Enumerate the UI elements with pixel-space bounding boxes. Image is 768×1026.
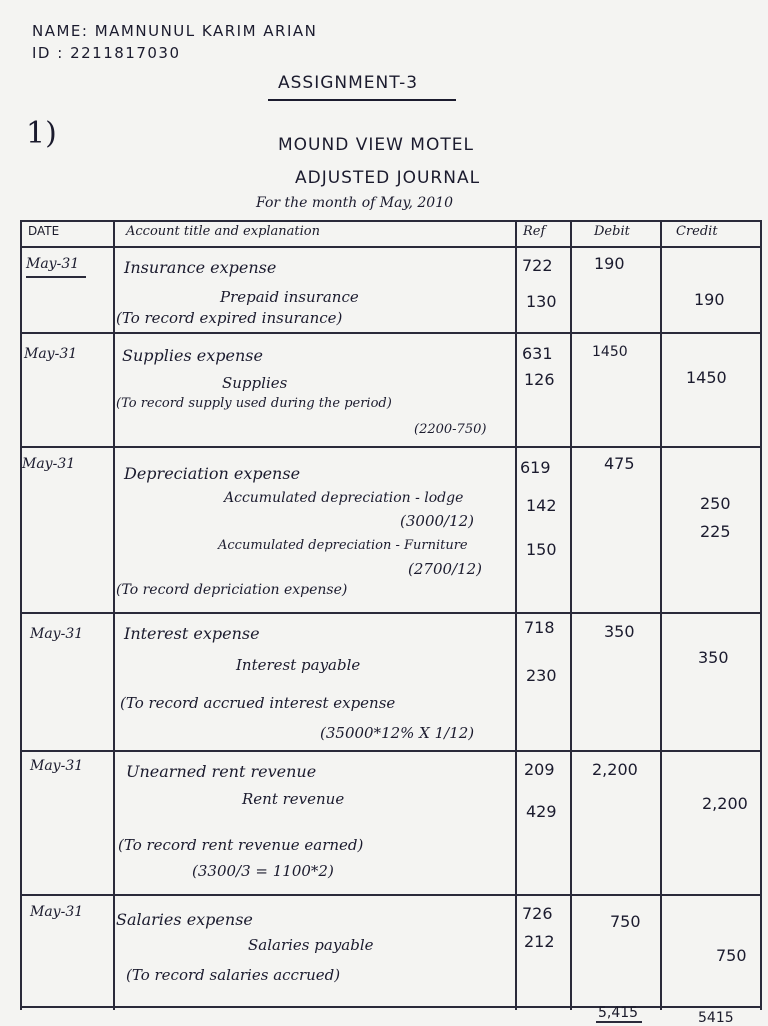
- total-debit: 5,415: [598, 1005, 639, 1021]
- credit-account: Accumulated depreciation - lodge: [224, 490, 464, 506]
- entry-date: May-31: [22, 456, 76, 472]
- credit-amount: 1450: [686, 368, 727, 387]
- header-rule: [20, 246, 762, 248]
- debit-account: Unearned rent revenue: [126, 762, 317, 781]
- entry-explanation: (To record depriciation expense): [116, 582, 348, 598]
- debit-amount: 350: [604, 622, 635, 641]
- entry-explanation: (To record accrued interest expense: [120, 694, 396, 712]
- debit-amount: 1450: [592, 344, 628, 360]
- assignment-underline: [268, 99, 456, 101]
- col-rule: [660, 220, 662, 1010]
- entry-calculation: (2200-750): [414, 422, 487, 437]
- credit-amount: 350: [698, 648, 729, 667]
- debit-ref: 631: [522, 344, 553, 363]
- assignment-title: ASSIGNMENT-3: [278, 73, 419, 93]
- entry-date: May-31: [26, 256, 80, 272]
- debit-ref: 722: [522, 256, 553, 275]
- entry-explanation: (To record supply used during the period): [116, 396, 392, 411]
- debit-amount: 750: [610, 912, 641, 931]
- entry-calculation: (3300/3 = 1100*2): [192, 862, 334, 880]
- entry-explanation: (To record expired insurance): [116, 309, 343, 327]
- col-rule: [570, 220, 572, 1010]
- entry-calculation: (35000*12% X 1/12): [320, 724, 475, 742]
- row-rule: [20, 332, 762, 334]
- debit-amount: 2,200: [592, 760, 638, 779]
- credit-ref: 130: [526, 292, 557, 311]
- credit-ref: 429: [526, 802, 557, 821]
- entry-date: May-31: [30, 626, 84, 642]
- debit-account: Interest expense: [124, 624, 260, 643]
- total-credit: 5415: [698, 1010, 734, 1026]
- credit-ref: 126: [524, 370, 555, 389]
- entry-calculation-2: (2700/12): [408, 560, 483, 578]
- credit-account-2: Accumulated depreciation - Furniture: [218, 538, 468, 553]
- credit-amount-2: 225: [700, 522, 731, 541]
- row-rule: [20, 750, 762, 752]
- credit-account: Rent revenue: [242, 790, 345, 808]
- total-underline: [596, 1021, 642, 1023]
- debit-amount: 475: [604, 454, 635, 473]
- question-number: 1): [26, 116, 57, 151]
- header-ref: Ref: [523, 224, 546, 239]
- entry-date: May-31: [30, 758, 84, 774]
- credit-ref: 142: [526, 496, 557, 515]
- debit-account: Insurance expense: [124, 258, 277, 277]
- debit-ref: 718: [524, 618, 555, 637]
- credit-amount: 190: [694, 290, 725, 309]
- credit-ref: 230: [526, 666, 557, 685]
- entry-date: May-31: [30, 904, 84, 920]
- debit-ref: 209: [524, 760, 555, 779]
- entry-explanation: (To record rent revenue earned): [118, 836, 364, 854]
- credit-account: Supplies: [222, 374, 288, 392]
- row-rule: [20, 446, 762, 448]
- credit-account: Interest payable: [236, 656, 361, 674]
- header-debit: Debit: [594, 224, 630, 239]
- credit-amount: 750: [716, 946, 747, 965]
- header-credit: Credit: [676, 224, 718, 239]
- debit-ref: 619: [520, 458, 551, 477]
- entry-date: May-31: [24, 346, 78, 362]
- col-rule: [20, 220, 22, 1010]
- debit-account: Supplies expense: [122, 346, 263, 365]
- debit-amount: 190: [594, 254, 625, 273]
- debit-account: Salaries expense: [116, 910, 253, 929]
- credit-account: Prepaid insurance: [220, 288, 359, 306]
- credit-account: Salaries payable: [248, 936, 374, 954]
- entry-explanation: (To record salaries accrued): [126, 966, 341, 984]
- journal-title: ADJUSTED JOURNAL: [295, 168, 481, 188]
- credit-ref: 212: [524, 932, 555, 951]
- row-rule: [20, 612, 762, 614]
- debit-ref: 726: [522, 904, 553, 923]
- student-name: NAME: MAMNUNUL KARIM ARIAN: [32, 22, 318, 40]
- company-name: MOUND VIEW MOTEL: [278, 135, 474, 155]
- journal-table: [20, 220, 762, 1010]
- credit-amount: 250: [700, 494, 731, 513]
- col-rule: [113, 220, 115, 1010]
- credit-amount: 2,200: [702, 794, 748, 813]
- student-id: ID : 2211817030: [32, 44, 181, 62]
- date-underline: [26, 276, 86, 278]
- row-rule: [20, 1006, 762, 1008]
- table-top-rule: [20, 220, 762, 222]
- col-rule: [515, 220, 517, 1010]
- header-account: Account title and explanation: [126, 224, 321, 239]
- row-rule: [20, 894, 762, 896]
- journal-period: For the month of May, 2010: [256, 195, 454, 211]
- col-rule: [760, 220, 762, 1010]
- debit-account: Depreciation expense: [124, 464, 301, 483]
- entry-calculation: (3000/12): [400, 512, 475, 530]
- header-date: DATE: [28, 224, 60, 238]
- credit-ref-2: 150: [526, 540, 557, 559]
